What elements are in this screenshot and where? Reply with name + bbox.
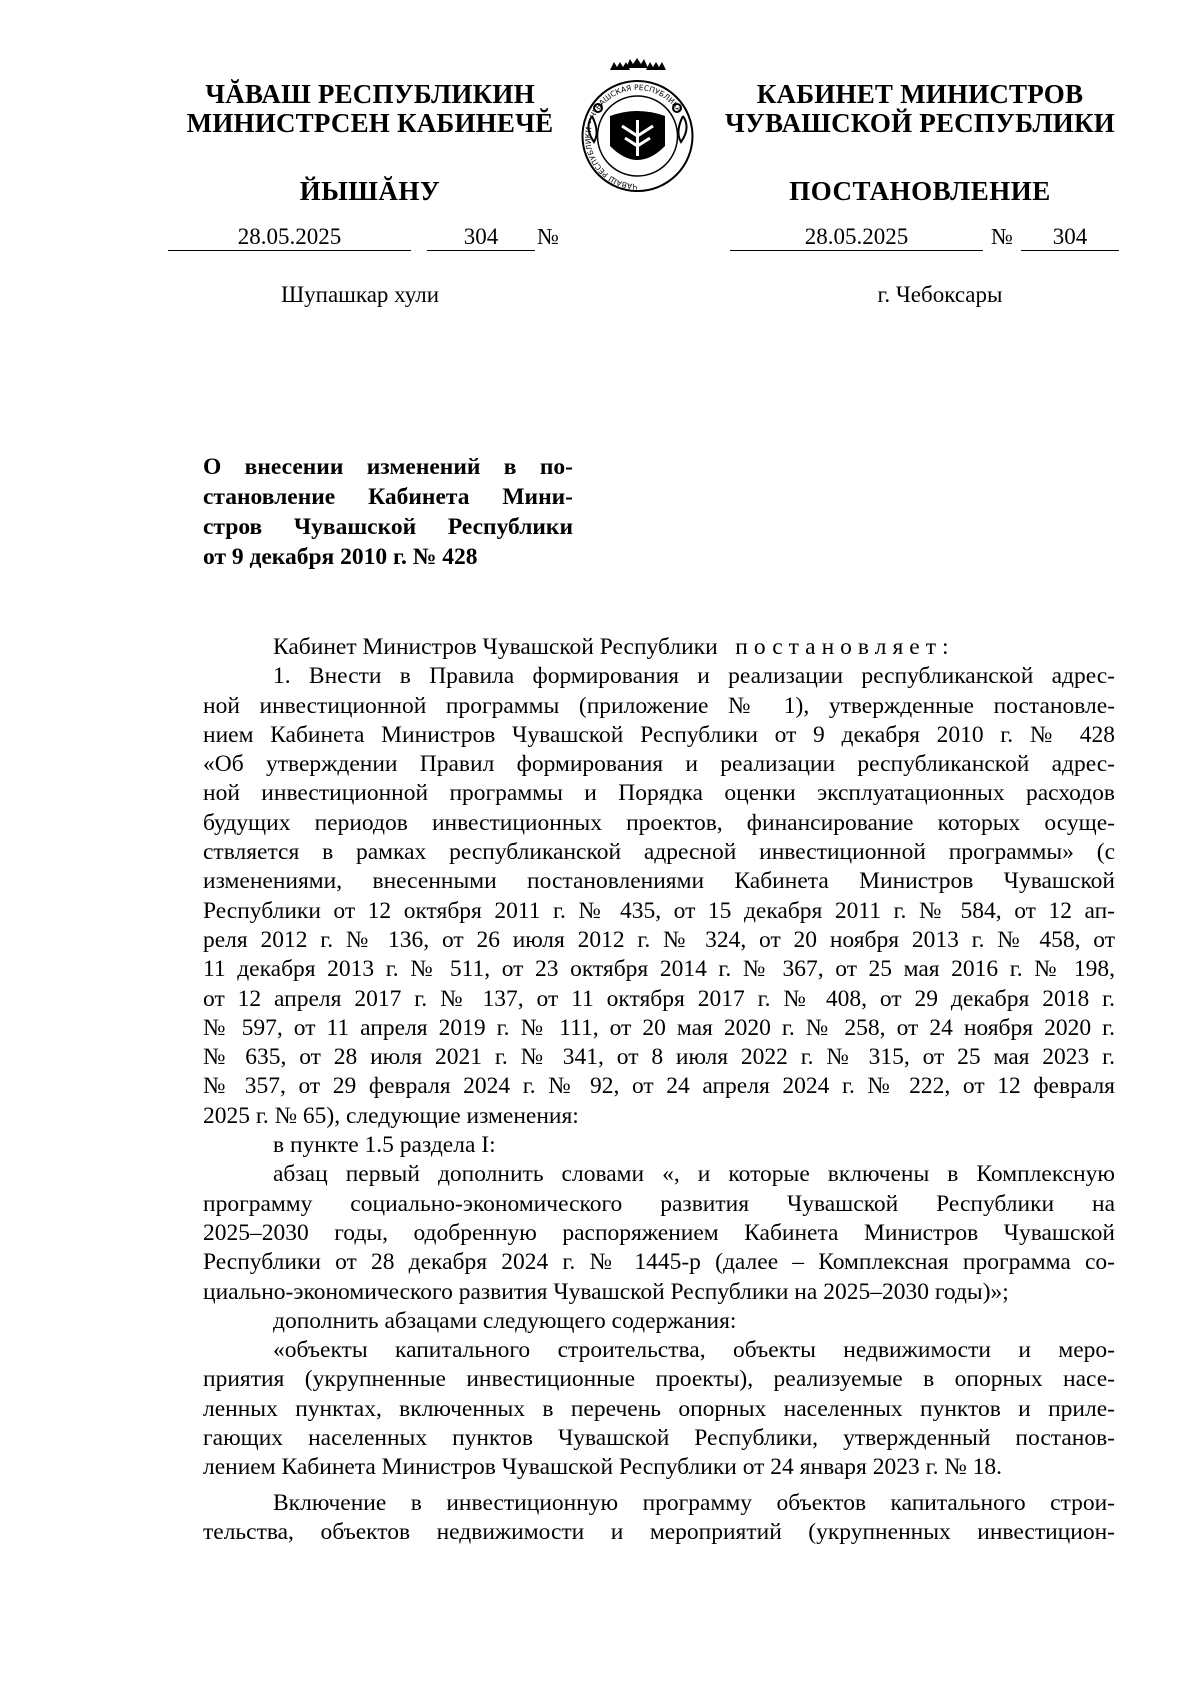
date-number-left xyxy=(168,223,559,253)
body-line: тельства, объектов недвижимости и мероприятий (укрупненных инвестицион- xyxy=(203,1518,1115,1545)
body-line: Республики от 28 декабря 2024 г. № 1445-р (далее – Комплексная программа со- xyxy=(203,1249,1115,1276)
body-line: № 635, от 28 июля 2021 г. № 341, от 8 июля 2022 г. № 315, от 25 мая 2023 г. xyxy=(203,1044,1115,1071)
date-right: 28.05.2025 xyxy=(730,223,983,251)
body-line: реля 2012 г. № 136, от 26 июля 2012 г. № 324, от 20 ноября 2013 г. № 458, от xyxy=(203,926,1115,953)
body-line: дополнить абзацами следующего содержания: xyxy=(273,1307,737,1334)
org-name-russian-line2: ЧУВАШСКОЙ РЕСПУБЛИКИ xyxy=(725,108,1115,138)
body-line: ной инвестиционной программы и Порядка оценки эксплуатационных расходов xyxy=(203,780,1115,807)
body-line: гающих населенных пунктов Чувашской Республики, утвержденный постанов- xyxy=(203,1425,1115,1452)
body-line: 11 декабря 2013 г. № 511, от 23 октября 2014 г. № 367, от 25 мая 2016 г. № 198, xyxy=(203,956,1115,983)
chuvash-coat-of-arms-icon xyxy=(570,56,705,196)
preamble xyxy=(203,633,1115,662)
doc-type-chuvash: ЙЫШĂНУ xyxy=(299,176,441,206)
body-line: № 597, от 11 апреля 2019 г. № 111, от 20 мая 2020 г. № 258, от 24 ноября 2020 г. xyxy=(203,1014,1115,1041)
title-line: стров Чувашской Республики xyxy=(203,514,573,540)
preamble-text: Кабинет Министров Чувашской Республики xyxy=(273,634,718,660)
org-name-russian-line1: КАБИНЕТ МИНИСТРОВ xyxy=(756,79,1084,109)
body-line: 2025 г. № 65), следующие изменения: xyxy=(203,1102,579,1129)
body-line: 2025–2030 годы, одобренную распоряжением Кабинета Министров Чувашской xyxy=(203,1219,1115,1246)
document-title xyxy=(203,452,573,572)
org-name-chuvash-line1: ЧĂВАШ РЕСПУБЛИКИН xyxy=(205,79,535,109)
date-number-right xyxy=(730,223,1119,253)
document-body xyxy=(203,633,1115,1547)
number-right: 304 xyxy=(1021,223,1119,251)
number-sign-right: № xyxy=(991,224,1013,249)
doc-type-russian: ПОСТАНОВЛЕНИЕ xyxy=(789,176,1051,206)
body-line: приятия (укрупненные инвестиционные проекты), реализуемые в опорных насе- xyxy=(203,1366,1115,1393)
place-russian: г. Чебоксары xyxy=(877,282,1003,307)
title-line: от 9 декабря 2010 г. № 428 xyxy=(203,544,478,570)
body-line: циально-экономического развития Чувашской Республики на 2025–2030 годы)»; xyxy=(203,1278,1009,1305)
body-line: изменениями, внесенными постановлениями Кабинета Министров Чувашской xyxy=(203,868,1115,895)
org-name-chuvash-line2: МИНИСТРСЕН КАБИНЕЧĔ xyxy=(186,108,554,138)
header-left xyxy=(160,80,580,207)
body-line: абзац первый дополнить словами «, и которые включены в Комплексную xyxy=(273,1161,1115,1188)
body-line: лением Кабинета Министров Чувашской Республики от 24 января 2023 г. № 18. xyxy=(203,1454,1002,1481)
body-line: «объекты капитального строительства, объекты недвижимости и меро- xyxy=(273,1337,1115,1364)
number-sign-left: № xyxy=(537,224,559,249)
body-line: Республики от 12 октября 2011 г. № 435, от 15 декабря 2011 г. № 584, от 12 ап- xyxy=(203,897,1115,924)
date-left: 28.05.2025 xyxy=(168,223,411,251)
title-line: О внесении изменений в по- xyxy=(203,454,573,480)
body-line: в пункте 1.5 раздела I: xyxy=(273,1132,496,1159)
body-line: будущих периодов инвестиционных проектов, финансирование которых осуще- xyxy=(203,809,1115,836)
body-line: № 357, от 29 февраля 2024 г. № 92, от 24 апреля 2024 г. № 222, от 12 февраля xyxy=(203,1073,1115,1100)
body-line: нием Кабинета Министров Чувашской Республики от 9 декабря 2010 г. № 428 xyxy=(203,721,1115,748)
body-line: ствляется в рамках республиканской адресной инвестиционной программы» (с xyxy=(203,839,1115,866)
body-line: Включение в инвестиционную программу объектов капитального строи- xyxy=(273,1489,1115,1516)
number-left: 304 xyxy=(427,223,535,251)
title-line: становление Кабинета Мини- xyxy=(203,484,573,510)
preamble-keyword: постановляет: xyxy=(735,634,955,660)
place-chuvash: Шупашкар хули xyxy=(280,282,440,307)
emblem-ring-text: ЧĂВАШ РЕСПУБЛИКИ • ЧУВАШСКАЯ РЕСПУБЛИКА xyxy=(583,82,684,192)
body-line: «Об утверждении Правил формирования и реализации республиканской адрес- xyxy=(203,751,1115,778)
body-line: от 12 апреля 2017 г. № 137, от 11 октября 2017 г. № 408, от 29 декабря 2018 г. xyxy=(203,985,1115,1012)
body-line: 1. Внести в Правила формирования и реализации республиканской адрес- xyxy=(273,663,1115,690)
body-line: ленных пунктах, включенных в перечень опорных населенных пунктов и приле- xyxy=(203,1395,1115,1422)
body-line: ной инвестиционной программы (приложение № 1), утвержденные постановле- xyxy=(203,692,1115,719)
header-right xyxy=(710,80,1130,207)
body-line: программу социально-экономического развития Чувашской Республики на xyxy=(203,1190,1115,1217)
